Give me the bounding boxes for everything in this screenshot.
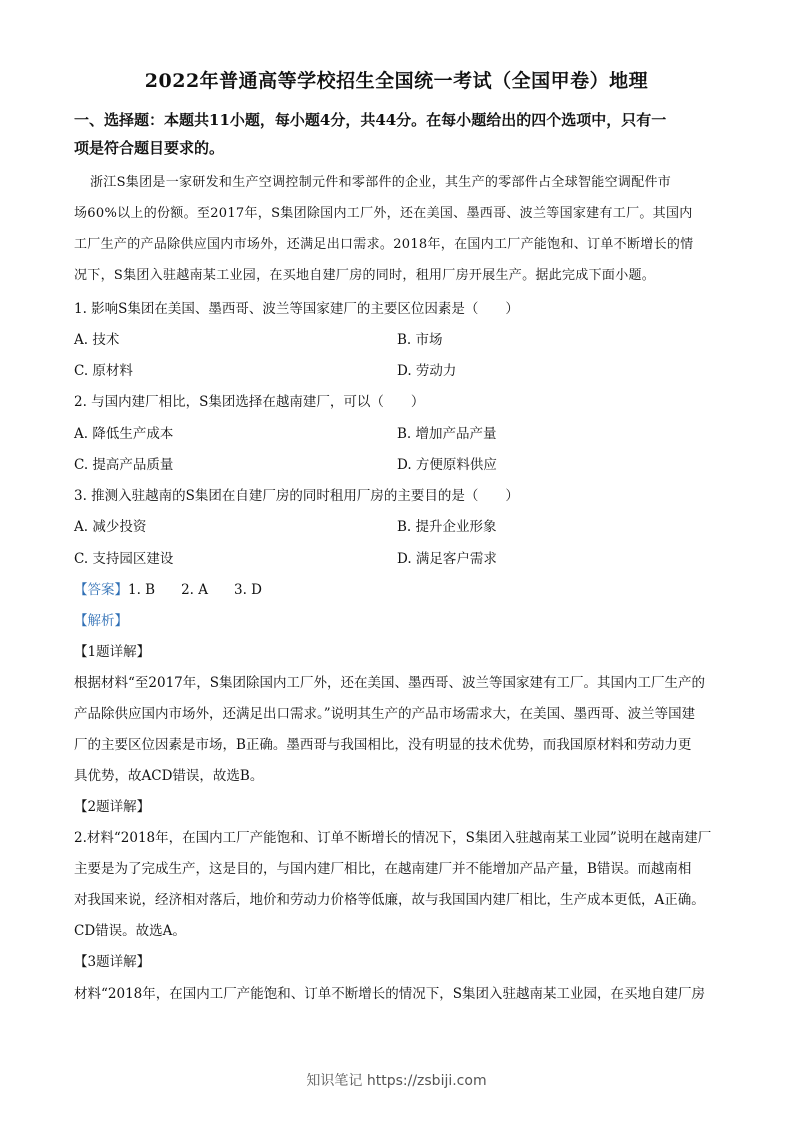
detail-line: 根据材料“至2017年，S集团除国内工厂外，还在美国、墨西哥、波兰等国家建有工厂。其国内工厂生产的 [74,675,706,691]
option-a: A. 降低生产成本 [74,426,174,442]
option-a: A. 技术 [74,332,120,348]
material-line: 场60%以上的份额。至2017年，S集团除国内工厂外，还在美国、墨西哥、波兰等国家建有工厂。其国内 [74,206,693,221]
detail-line: 主要是为了完成生产，这是目的，与国内建厂相比，在越南建厂并不能增加产品产量，B错误。而越南相 [74,861,692,877]
option-b: B. 市场 [397,332,443,348]
answer-label: 【答案】 [74,582,128,598]
answer-row [74,578,724,598]
material-line: 浙江S集团是一家研发和生产空调控制元件和零部件的企业，其生产的零部件占全球智能空调配件市 [90,175,672,190]
option-c: C. 支持园区建设 [74,551,174,567]
detail-line: 2.材料“2018年，在国内工厂产能饱和、订单不断增长的情况下，S集团入驻越南某工业园”说明在越南建厂 [74,830,712,846]
option-d: D. 方便原料供应 [397,457,497,473]
detail-line: 具优势，故ACD错误，故选B。 [74,768,264,784]
section-heading-line: 项是符合题目要求的。 [74,139,225,157]
detail-line: 对我国来说，经济相对落后，地价和劳动力价格等低廉，故与我国国内建厂相比，生产成本更低，A正确。 [74,892,705,908]
detail-heading: 【3题详解】 [74,954,151,970]
option-c: C. 提高产品质量 [74,457,174,473]
answer-item: 3. D [234,582,263,598]
detail-heading: 【1题详解】 [74,644,151,660]
question-stem: 2. 与国内建厂相比，S集团选择在越南建厂，可以（ ） [74,394,425,410]
footer-watermark: 知识笔记 https://zsbiji.com [306,1073,487,1089]
question-stem: 1. 影响S集团在美国、墨西哥、波兰等国家建厂的主要区位因素是（ ） [74,301,519,317]
detail-line: CD错误。故选A。 [74,923,186,939]
detail-line: 厂的主要区位因素是市场，B正确。墨西哥与我国相比，没有明显的技术优势，而我国原材料和劳动力更 [74,737,692,753]
answer-item: 1. B [128,582,156,598]
material-line: 况下，S集团入驻越南某工业园，在买地自建厂房的同时，租用厂房开展生产。据此完成下面小题。 [74,268,656,283]
analysis-label: 【解析】 [74,613,128,629]
option-b: B. 提升企业形象 [397,519,497,535]
answer-item: 2. A [181,582,209,598]
detail-line: 材料“2018年，在国内工厂产能饱和、订单不断增长的情况下，S集团入驻越南某工业园，在买地自建厂房 [74,986,706,1002]
material-line: 工厂生产的产品除供应国内市场外，还满足出口需求。2018年，在国内工厂产能饱和、订单不断增长的情 [74,237,694,252]
detail-heading: 【2题详解】 [74,799,151,815]
section-heading-line: 一、选择题：本题共11小题，每小题4分，共44分。在每小题给出的四个选项中，只有一 [74,111,667,129]
section-heading [74,106,724,162]
page-title: 2022年普通高等学校招生全国统一考试（全国甲卷）地理 [144,70,649,92]
option-c: C. 原材料 [74,363,133,379]
option-d: D. 满足客户需求 [397,551,497,567]
detail-line: 产品除供应国内市场外，还满足出口需求。”说明其生产的产品市场需求大，在美国、墨西哥、波兰等国建 [74,706,696,722]
option-d: D. 劳动力 [397,363,457,379]
option-b: B. 增加产品产量 [397,426,497,442]
option-a: A. 减少投资 [74,519,147,535]
question-stem: 3. 推测入驻越南的S集团在自建厂房的同时租用厂房的主要目的是（ ） [74,488,519,504]
